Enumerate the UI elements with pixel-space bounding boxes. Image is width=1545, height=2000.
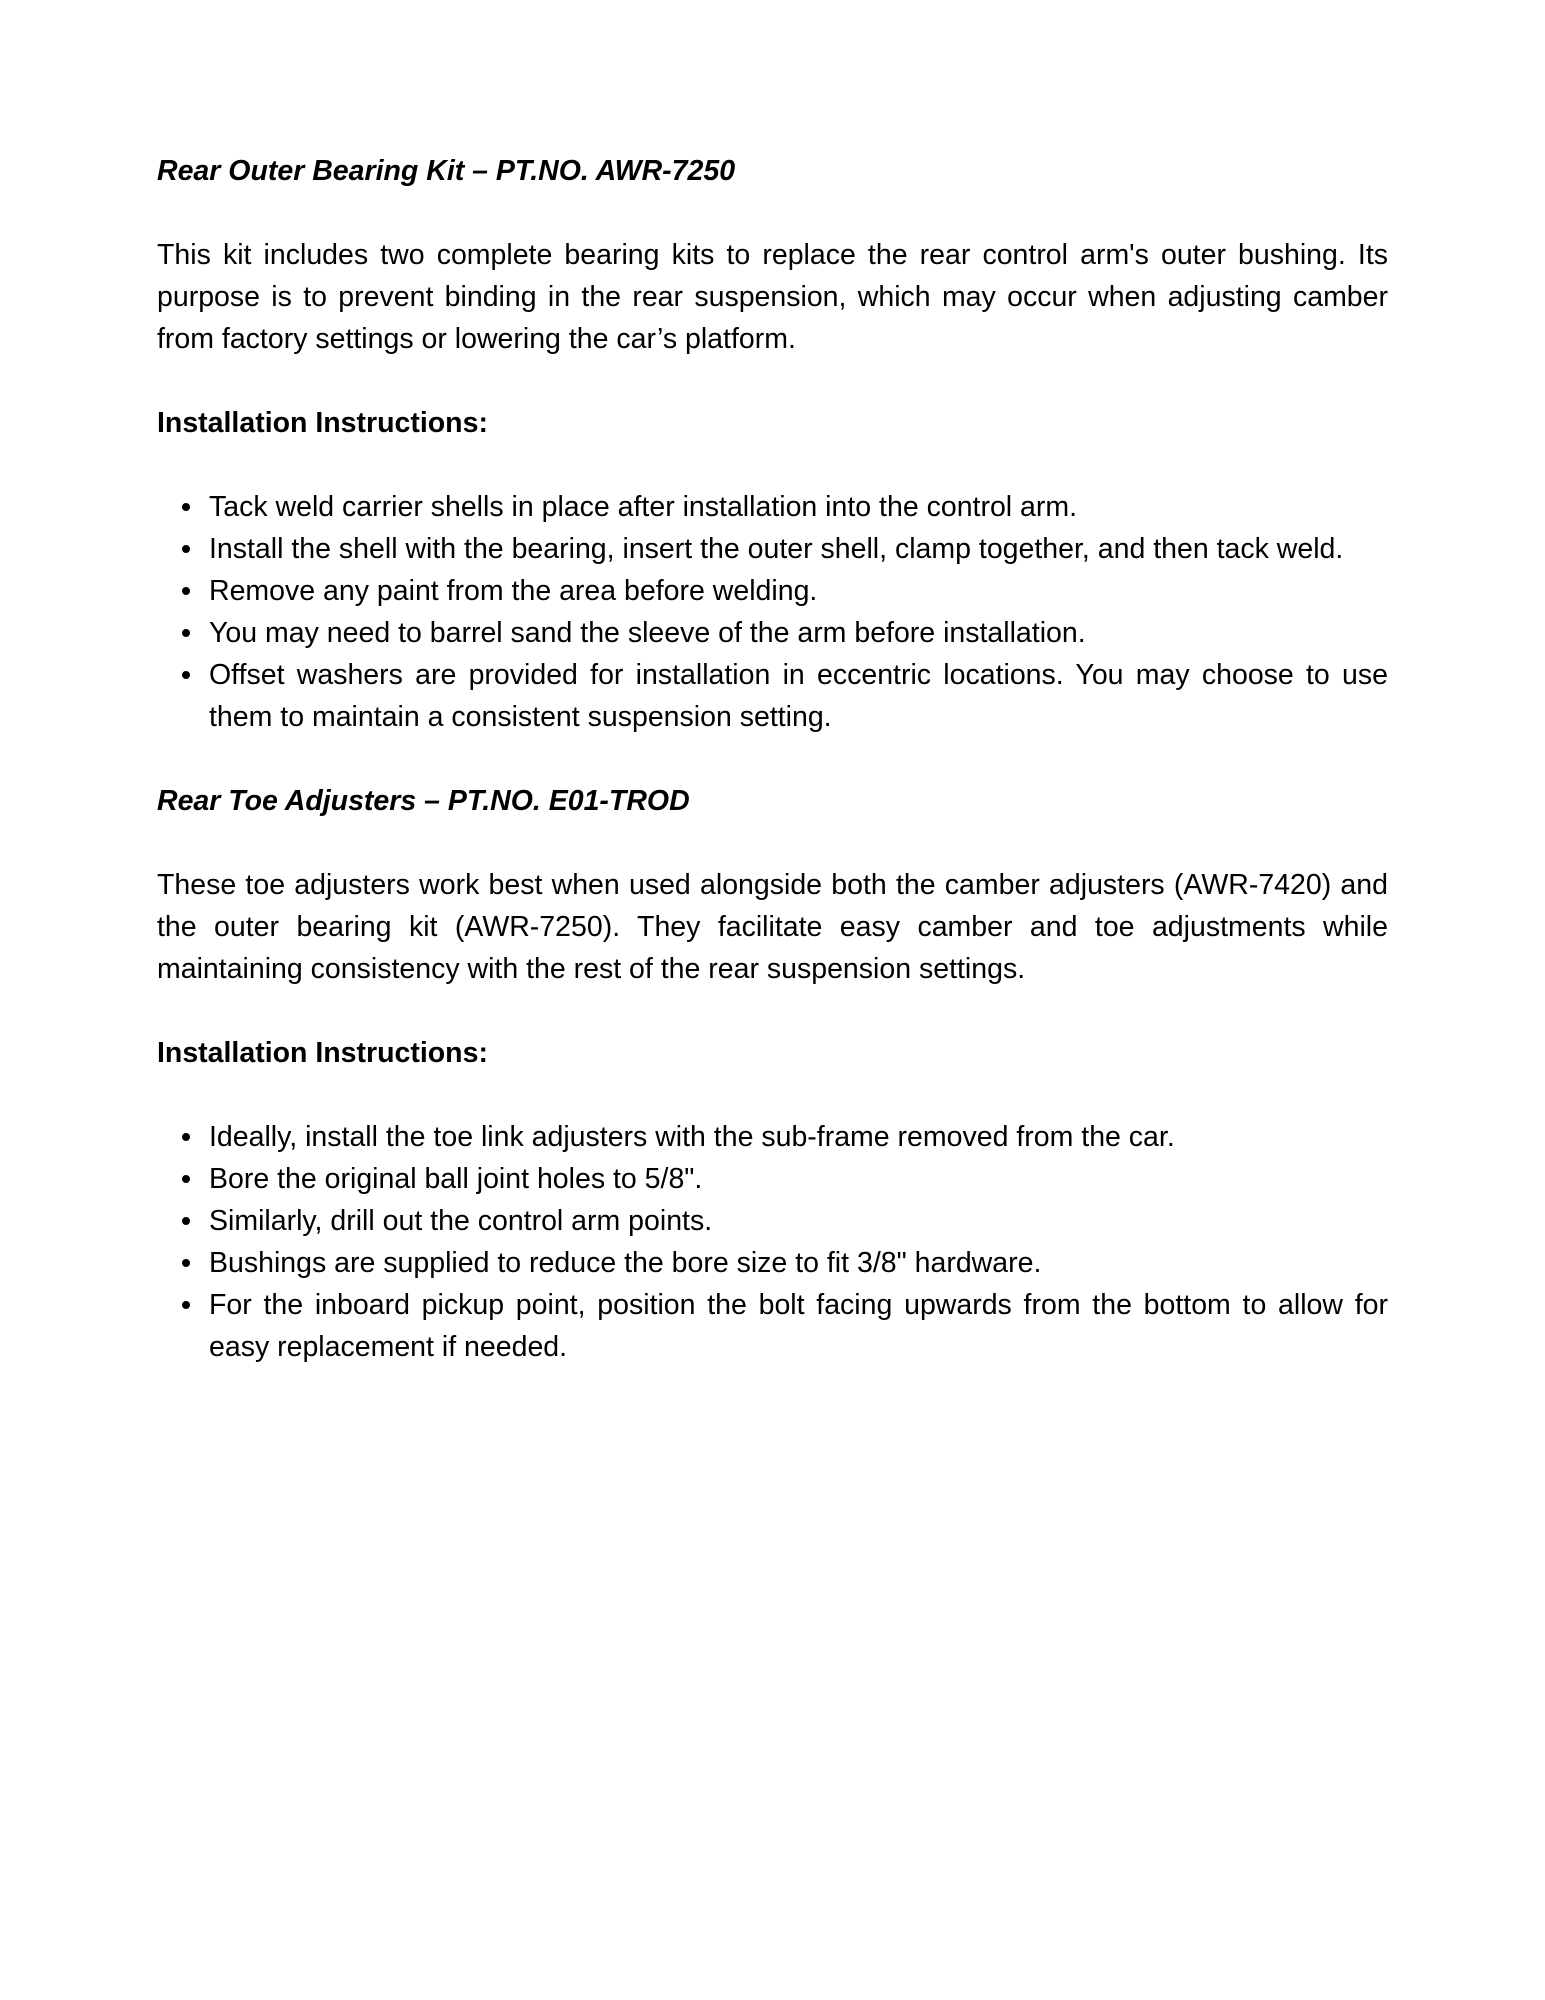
instructions-list bbox=[157, 486, 1388, 738]
list-item bbox=[157, 486, 1388, 528]
list-item-text: Install the shell with the bearing, insert the outer shell, clamp together, and then tack weld. bbox=[209, 533, 1344, 565]
list-item bbox=[157, 528, 1388, 570]
bullet-icon bbox=[182, 629, 190, 637]
section-title: Rear Toe Adjusters – PT.NO. E01-TROD bbox=[157, 785, 690, 817]
bullet-icon bbox=[182, 1259, 190, 1267]
list-item-text: Similarly, drill out the control arm points. bbox=[209, 1205, 713, 1237]
list-item bbox=[157, 1242, 1388, 1284]
list-item-text: Offset washers are provided for installation in eccentric locations. You may choose to use them to maintain a consistent suspension setting. bbox=[209, 659, 1388, 733]
bullet-icon bbox=[182, 1175, 190, 1183]
list-item-text: Remove any paint from the area before welding. bbox=[209, 575, 818, 607]
bullet-icon bbox=[182, 545, 190, 553]
bullet-icon bbox=[182, 503, 190, 511]
section-title: Rear Outer Bearing Kit – PT.NO. AWR-7250 bbox=[157, 155, 736, 187]
section-rear-outer-bearing-kit bbox=[157, 150, 1388, 738]
bullet-icon bbox=[182, 587, 190, 595]
section-description: These toe adjusters work best when used alongside both the camber adjusters (AWR-7420) and the outer bearing kit (AWR-7250). They facilitate easy camber and toe adjustments while maintaining consistency with the rest of the rear suspension settings. bbox=[157, 869, 1388, 985]
list-item-text: For the inboard pickup point, position the bolt facing upwards from the bottom to allow for easy replacement if needed. bbox=[209, 1289, 1388, 1363]
bullet-icon bbox=[182, 1217, 190, 1225]
bullet-icon bbox=[182, 1133, 190, 1141]
list-item bbox=[157, 1158, 1388, 1200]
list-item bbox=[157, 1200, 1388, 1242]
list-item-text: Bushings are supplied to reduce the bore size to fit 3/8" hardware. bbox=[209, 1247, 1042, 1279]
list-item bbox=[157, 612, 1388, 654]
section-description: This kit includes two complete bearing kits to replace the rear control arm's outer bushing. Its purpose is to prevent binding in the rear suspension, which may occur when adjusting camber from factory settings or lowering the car’s platform. bbox=[157, 239, 1388, 355]
list-item-text: You may need to barrel sand the sleeve of the arm before installation. bbox=[209, 617, 1086, 649]
list-item bbox=[157, 654, 1388, 738]
list-item bbox=[157, 570, 1388, 612]
bullet-icon bbox=[182, 1301, 190, 1309]
list-item-text: Bore the original ball joint holes to 5/8". bbox=[209, 1163, 703, 1195]
instructions-heading: Installation Instructions: bbox=[157, 1037, 488, 1069]
list-item-text: Tack weld carrier shells in place after installation into the control arm. bbox=[209, 491, 1078, 523]
section-rear-toe-adjusters bbox=[157, 780, 1388, 1368]
bullet-icon bbox=[182, 671, 190, 679]
list-item bbox=[157, 1116, 1388, 1158]
instructions-heading: Installation Instructions: bbox=[157, 407, 488, 439]
list-item bbox=[157, 1284, 1388, 1368]
instructions-list bbox=[157, 1116, 1388, 1368]
list-item-text: Ideally, install the toe link adjusters with the sub-frame removed from the car. bbox=[209, 1121, 1175, 1153]
